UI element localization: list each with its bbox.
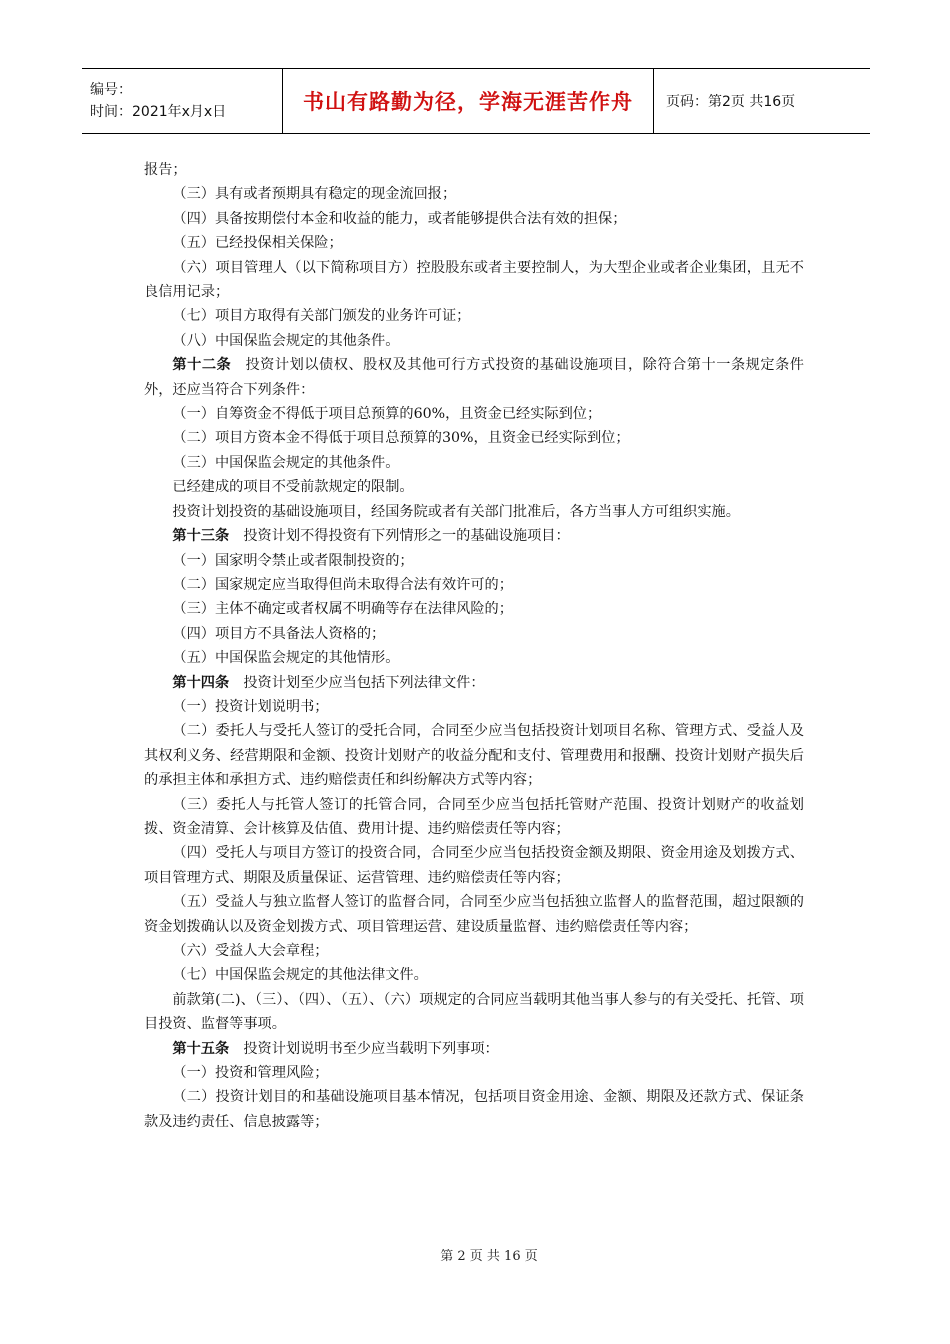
paragraph-text: （四）项目方不具备法人资格的； <box>172 625 386 642</box>
paragraph-text: （八）中国保监会规定的其他条件。 <box>172 332 400 349</box>
paragraph <box>144 158 804 182</box>
paragraph-text: （五）受益人与独立监督人签订的监督合同，合同至少应当包括独立监督人的监督范围，超过限额的资金划拨确认以及资金划拨方式、项目管理运营、建设质量监督、违约赔偿责任等内容； <box>144 894 804 935</box>
paragraph-text: （三）委托人与托管人签订的托管合同，合同至少应当包括托管财产范围、投资计划财产的收益划拨、资金清算、会计核算及估值、费用计提、违约赔偿责任等内容； <box>144 796 804 837</box>
paragraph <box>144 841 804 890</box>
paragraph <box>144 719 804 792</box>
paragraph-text: （六）项目管理人（以下简称项目方）控股股东或者主要控制人，为大型企业或者企业集团，且无不良信用记录； <box>144 259 804 301</box>
paragraph-text: （一）自筹资金不得低于项目总预算的60%，且资金已经实际到位； <box>172 406 602 423</box>
paragraph <box>144 597 804 621</box>
paragraph <box>144 573 804 597</box>
paragraph <box>144 353 804 402</box>
paragraph <box>144 402 804 426</box>
paragraph <box>144 646 804 670</box>
paragraph-text: （二）投资计划目的和基础设施项目基本情况，包括项目资金用途、金额、期限及还款方式、保证条款及违约责任、信息披露等； <box>144 1089 804 1130</box>
document-number-label: 编号： <box>90 82 132 98</box>
paragraph <box>144 963 804 987</box>
paragraph <box>144 1037 804 1061</box>
paragraph <box>144 622 804 646</box>
document-body <box>144 158 804 1134</box>
article-number: 第十三条 <box>172 528 230 545</box>
document-time-label: 时间：2021年x月x日 <box>90 104 227 120</box>
article-number: 第十五条 <box>172 1040 230 1057</box>
paragraph <box>144 426 804 450</box>
paragraph <box>144 451 804 475</box>
paragraph <box>144 671 804 695</box>
paragraph-text: 投资计划说明书至少应当载明下列事项： <box>243 1040 499 1057</box>
paragraph <box>144 1085 804 1134</box>
paragraph <box>144 939 804 963</box>
paragraph-text: （一）国家明令禁止或者限制投资的； <box>172 552 414 569</box>
header-left-cell <box>82 69 282 133</box>
paragraph <box>144 231 804 255</box>
header-right-cell <box>654 69 795 133</box>
paragraph-text: 已经建成的项目不受前款规定的限制。 <box>172 479 414 496</box>
paragraph-text: （七）中国保监会规定的其他法律文件。 <box>172 967 428 984</box>
paragraph-text: 投资计划不得投资有下列情形之一的基础设施项目： <box>243 528 570 545</box>
paragraph <box>144 207 804 231</box>
paragraph-text: （二）委托人与受托人签订的受托合同，合同至少应当包括投资计划项目名称、管理方式、受益人及其权利义务、经营期限和金额、投资计划财产的收益分配和支付、管理费用和报酬、投资计划财产损失后的承担主体和承担方式、违约赔偿责任和纠纷解决方式等内容； <box>144 723 804 789</box>
paragraph <box>144 500 804 524</box>
paragraph-text: 投资计划投资的基础设施项目，经国务院或者有关部门批准后，各方当事人方可组织实施。 <box>172 503 740 520</box>
paragraph-text: （一）投资和管理风险； <box>172 1065 329 1082</box>
paragraph <box>144 182 804 206</box>
page-footer: 第 2 页 共 16 页 <box>440 1249 538 1264</box>
paragraph <box>144 890 804 939</box>
paragraph-text: 前款第(二)、（三）、（四）、（五）、（六）项规定的合同应当载明其他当事人参与的有关受托、托管、项目投资、监督等事项。 <box>144 991 804 1033</box>
paragraph-text: （三）中国保监会规定的其他条件。 <box>172 454 400 471</box>
paragraph-text: （六）受益人大会章程； <box>172 943 329 959</box>
paragraph-text: （三）具有或者预期具有稳定的现金流回报； <box>172 186 457 203</box>
paragraph <box>144 475 804 499</box>
paragraph <box>144 549 804 573</box>
paragraph-text: （三）主体不确定或者权属不明确等存在法律风险的； <box>172 601 513 618</box>
paragraph-text: （二）国家规定应当取得但尚未取得合法有效许可的； <box>172 576 513 593</box>
page-header <box>82 68 870 134</box>
paragraph-text: （五）中国保监会规定的其他情形。 <box>172 650 400 667</box>
paragraph <box>144 256 804 305</box>
article-number: 第十二条 <box>172 357 232 374</box>
paragraph <box>144 988 804 1037</box>
paragraph-text: 报告； <box>144 162 187 178</box>
header-motto: 书山有路勤为径，学海无涯苦作舟 <box>303 90 633 114</box>
paragraph <box>144 524 804 548</box>
header-motto-cell <box>282 69 654 133</box>
paragraph <box>144 793 804 842</box>
paragraph <box>144 695 804 719</box>
paragraph-text: 投资计划以债权、股权及其他可行方式投资的基础设施项目，除符合第十一条规定条件外，还应当符合下列条件： <box>144 357 804 398</box>
paragraph <box>144 1061 804 1085</box>
paragraph-text: （二）项目方资本金不得低于项目总预算的30%，且资金已经实际到位； <box>172 430 630 447</box>
paragraph-text: （七）项目方取得有关部门颁发的业务许可证； <box>172 308 471 325</box>
paragraph <box>144 304 804 328</box>
paragraph-text: （四）具备按期偿付本金和收益的能力，或者能够提供合法有效的担保； <box>172 210 627 227</box>
paragraph-text: （五）已经投保相关保险； <box>172 235 343 252</box>
paragraph <box>144 329 804 353</box>
paragraph-text: （四）受托人与项目方签订的投资合同，合同至少应当包括投资金额及期限、资金用途及划拨方式、项目管理方式、期限及质量保证、运营管理、违约赔偿责任等内容； <box>144 845 804 886</box>
paragraph-text: 投资计划至少应当包括下列法律文件： <box>243 674 485 691</box>
header-page-info: 页码：第2页 共16页 <box>666 94 796 110</box>
paragraph-text: （一）投资计划说明书； <box>172 698 329 715</box>
article-number: 第十四条 <box>172 674 230 691</box>
